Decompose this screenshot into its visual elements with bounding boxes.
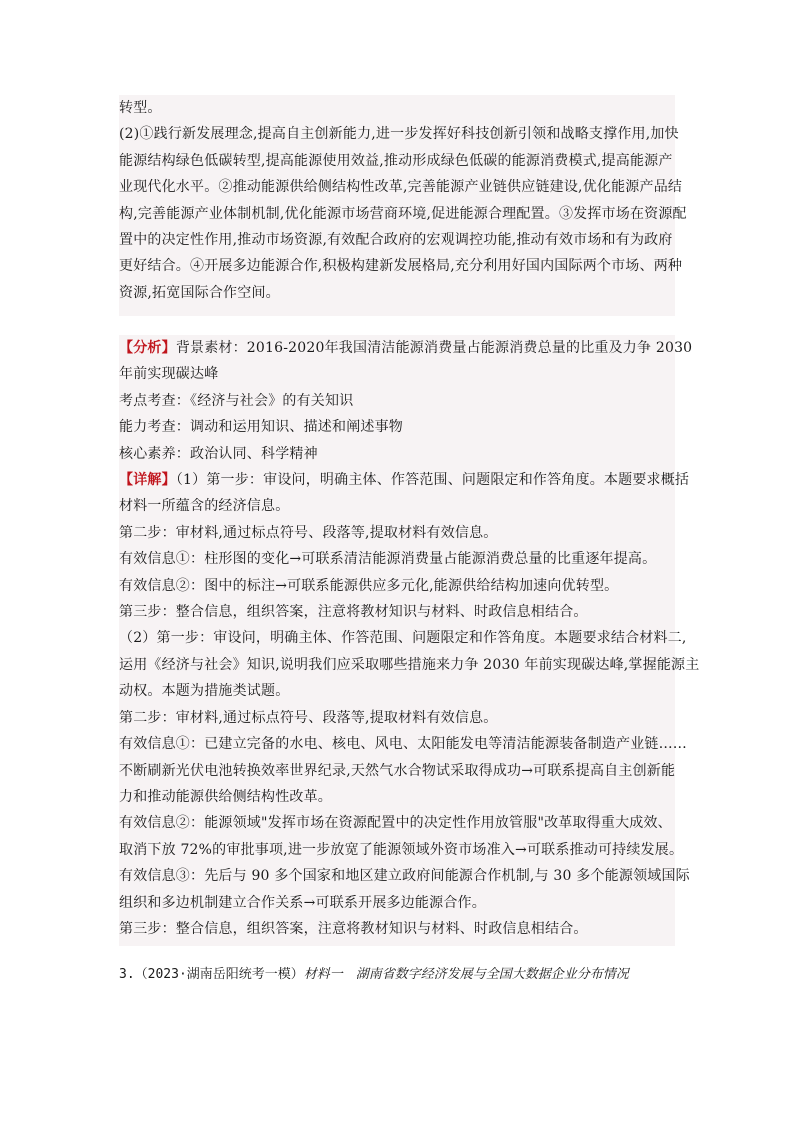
analysis-header: [119, 335, 693, 361]
detail-line: 第二步：审材料,通过标点符号、段落等,提取材料有效信息。: [119, 524, 498, 541]
detail-line: 不断刷新光伏电池转换效率世界纪录,天然气水合物试采取得成功→可联系提高自主创新能: [119, 762, 676, 779]
detail-line: 第三步：整合信息，组织答案，注意将教材知识与材料、时政信息相结合。: [119, 920, 588, 937]
detail-line: 第三步：整合信息，组织答案，注意将教材知识与材料、时政信息相结合。: [119, 604, 588, 621]
detail-header: [119, 467, 690, 493]
detail-label: 【详解】: [119, 472, 176, 489]
question-3: [119, 962, 699, 988]
answer-line: 置中的决定性作用,推动市场资源,有效配合政府的宏观调控功能,推动有效市场和有为政府: [119, 232, 673, 249]
analysis-label: 【分析】: [119, 340, 176, 356]
answer-line: 资源,拓宽国际合作空间。: [119, 284, 280, 301]
answer-line: 更好结合。④开展多边能源合作,积极构建新发展格局,充分利用好国内国际两个市场、两种: [119, 258, 683, 275]
detail-line: 第二步：审材料,通过标点符号、段落等,提取材料有效信息。: [119, 709, 498, 726]
detail-line: 取消下放 72%的审批事项,进一步放宽了能源领域外资市场准入→可联系推动可持续发展。: [119, 841, 684, 858]
detail-line: 力和推动能源供给侧结构性改革。: [119, 788, 332, 805]
detail-line: 有效信息①：柱形图的变化→可联系清洁能源消费量占能源消费总量的比重逐年提高。: [119, 551, 657, 568]
detail-line: （2）第一步：审设问，明确主体、作答范围、问题限定和作答角度。本题要求结合材料二,: [119, 630, 687, 647]
kaodian-line: 考点考查：《经济与社会》的有关知识: [119, 392, 354, 409]
analysis-section: [119, 335, 700, 946]
question-3-prefix: 3.（2023·湖南岳阳统考一模）: [119, 967, 304, 982]
analysis-header-text: 背景素材：2016-2020年我国清洁能源消费量占能源消费总量的比重及力争 2030: [175, 340, 693, 356]
answer-line: 业现代化水平。②推动能源供给侧结构性改革,完善能源产业链供应链建设,优化能源产品结: [119, 179, 683, 196]
suyang-line: 核心素养：政治认同、科学精神: [119, 445, 318, 462]
detail-line: 组织和多边机制建立合作关系→可联系开展多边能源合作。: [119, 894, 486, 911]
answer-line: 能源结构绿色低碳转型,提高能源使用效益,推动形成绿色低碳的能源消费模式,提高能源产: [119, 152, 673, 169]
detail-line: 有效信息②：图中的标注→可联系能源供应多元化,能源供给结构加速向优转型。: [119, 577, 619, 594]
nengli-line: 能力考查：调动和运用知识、描述和阐述事物: [119, 419, 403, 436]
answer-line: 构,完善能源产业体制机制,优化能源市场营商环境,促进能源合理配置。③发挥市场在资源配: [119, 205, 687, 222]
detail-line: 动权。本题为措施类试题。: [119, 683, 290, 700]
detail-line: 有效信息①：已建立完备的水电、核电、风电、太阳能发电等清洁能源装备制造产业链……: [119, 736, 687, 753]
answer-line: 转型。: [119, 100, 162, 116]
detail-header-text: （1）第一步：审设问，明确主体、作答范围、问题限定和作答角度。本题要求概括: [175, 472, 690, 489]
analysis-header-cont: 年前实现碳达峰: [119, 366, 219, 383]
detail-line: 有效信息③：先后与 90 多个国家和地区建立政府间能源合作机制,与 30 多个能源领域国际: [119, 868, 690, 885]
detail-line: 运用《经济与社会》知识,说明我们应采取哪些措施来力争 2030 年前实现碳达峰,掌握能源主: [119, 656, 700, 673]
detail-line: 有效信息②：能源领域"发挥市场在资源配置中的决定性作用放管服"改革取得重大成效、: [119, 815, 672, 832]
answer-line: (2)①践行新发展理念,提高自主创新能力,进一步发挥好科技创新引领和战略支撑作用,加快: [119, 126, 679, 143]
detail-line: 材料一所蕴含的经济信息。: [119, 498, 290, 515]
question-3-text: 材料一 湖南省数字经济发展与全国大数据企业分布情况: [303, 967, 629, 982]
answer-section: [119, 95, 687, 316]
